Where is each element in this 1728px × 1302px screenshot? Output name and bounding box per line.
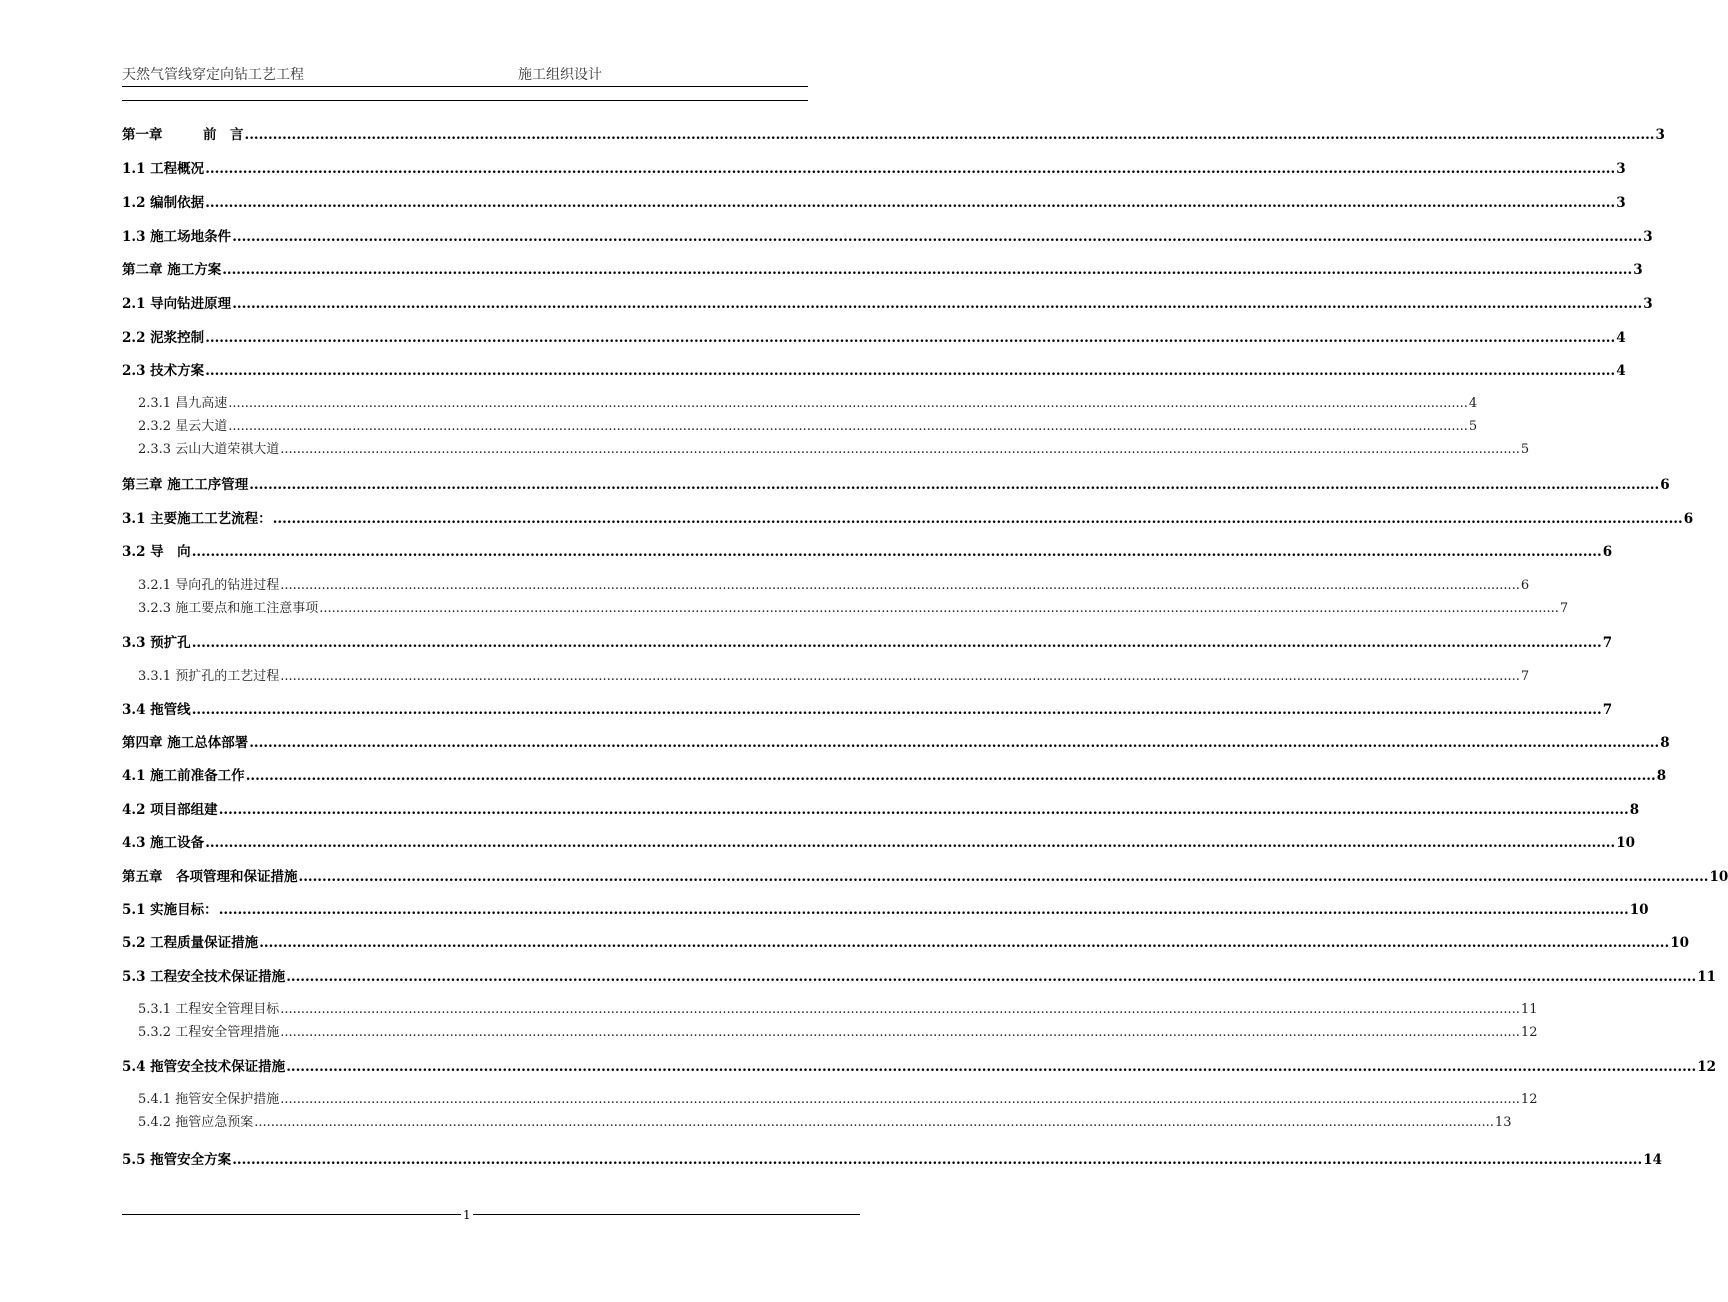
toc-entry-title: 4.1 施工前准备工作 bbox=[122, 768, 245, 784]
toc-entry-title: 3.3.1 预扩孔的工艺过程 bbox=[138, 669, 280, 684]
toc-entry-page: 5 bbox=[1468, 419, 1478, 434]
toc-leader-dots: ............................................................................................................................................................................................................................................................................................................ bbox=[280, 442, 1520, 457]
toc-entry-page: 10 bbox=[1670, 935, 1689, 951]
toc-entry-page: 11 bbox=[1520, 1002, 1538, 1017]
header-divider-bottom bbox=[122, 100, 808, 101]
toc-entry-page: 3 bbox=[1616, 195, 1626, 211]
toc-leader-dots: ............................................................................................................................................................................................................................................................................................................ bbox=[228, 419, 1468, 434]
toc-entry[interactable] bbox=[138, 1001, 1538, 1019]
header-document-title: 天然气管线穿定向钻工艺工程 bbox=[122, 67, 304, 83]
toc-leader-dots: ............................................................................................................................................................................................................................................................................................................ bbox=[259, 935, 1670, 951]
toc-leader-dots: ............................................................................................................................................................................................................................................................................................................ bbox=[218, 902, 1629, 918]
toc-entry-title: 第二章 施工方案 bbox=[122, 262, 222, 278]
toc-entry-title: 2.2 泥浆控制 bbox=[122, 330, 205, 346]
page-number: 1 bbox=[463, 1208, 471, 1222]
toc-entry-title: 2.3.2 星云大道 bbox=[138, 419, 228, 434]
toc-entry-page: 7 bbox=[1520, 669, 1530, 684]
toc-entry-page: 7 bbox=[1602, 702, 1613, 718]
toc-entry-title: 5.4 拖管安全技术保证措施 bbox=[122, 1059, 286, 1075]
toc-entry-title: 2.1 导向钻进原理 bbox=[122, 296, 232, 312]
toc-entry[interactable] bbox=[138, 1091, 1538, 1109]
toc-entry-title: 3.3 预扩孔 bbox=[122, 635, 191, 651]
toc-entry[interactable] bbox=[122, 194, 1626, 212]
toc-entry-page: 3 bbox=[1643, 229, 1653, 245]
toc-entry-title: 1.1 工程概况 bbox=[122, 161, 205, 177]
toc-leader-dots: ............................................................................................................................................................................................................................................................................................................ bbox=[205, 195, 1616, 211]
toc-leader-dots: ............................................................................................................................................................................................................................................................................................................ bbox=[232, 296, 1643, 312]
toc-entry-page: 4 bbox=[1616, 363, 1626, 379]
toc-entry-title: 3.1 主要施工工艺流程： bbox=[122, 511, 272, 527]
toc-entry[interactable] bbox=[122, 228, 1653, 246]
toc-leader-dots: ............................................................................................................................................................................................................................................................................................................ bbox=[249, 735, 1660, 751]
toc-entry[interactable] bbox=[138, 441, 1530, 459]
toc-entry-page: 5 bbox=[1520, 442, 1530, 457]
toc-leader-dots: ............................................................................................................................................................................................................................................................................................................ bbox=[319, 601, 1559, 616]
toc-entry[interactable] bbox=[122, 634, 1613, 652]
toc-entry-page: 4 bbox=[1616, 330, 1626, 346]
toc-entry-page: 13 bbox=[1494, 1115, 1512, 1130]
toc-entry[interactable] bbox=[122, 767, 1667, 785]
toc-entry[interactable] bbox=[138, 668, 1530, 686]
toc-entry-title: 5.5 拖管安全方案 bbox=[122, 1152, 232, 1168]
toc-leader-dots: ............................................................................................................................................................................................................................................................................................................ bbox=[286, 1059, 1697, 1075]
toc-entry-title: 第四章 施工总体部署 bbox=[122, 735, 249, 751]
toc-entry-title: 5.3 工程安全技术保证措施 bbox=[122, 969, 286, 985]
toc-entry[interactable] bbox=[138, 418, 1478, 436]
toc-leader-dots: ............................................................................................................................................................................................................................................................................................................ bbox=[249, 477, 1660, 493]
toc-entry-page: 14 bbox=[1643, 1152, 1662, 1168]
toc-leader-dots: ............................................................................................................................................................................................................................................................................................................ bbox=[254, 1115, 1494, 1130]
toc-entry[interactable] bbox=[138, 395, 1478, 413]
toc-entry[interactable] bbox=[122, 295, 1653, 313]
toc-entry-title: 5.3.1 工程安全管理目标 bbox=[138, 1002, 280, 1017]
toc-entry-page: 6 bbox=[1602, 544, 1613, 560]
toc-entry-page: 3 bbox=[1616, 161, 1626, 177]
toc-leader-dots: ............................................................................................................................................................................................................................................................................................................ bbox=[280, 1025, 1520, 1040]
toc-entry-page: 11 bbox=[1697, 969, 1716, 985]
toc-entry-title: 2.3 技术方案 bbox=[122, 363, 205, 379]
toc-entry[interactable] bbox=[122, 261, 1643, 279]
toc-leader-dots: ............................................................................................................................................................................................................................................................................................................ bbox=[191, 702, 1602, 718]
toc-entry-page: 10 bbox=[1616, 835, 1635, 851]
toc-entry-title: 2.3.1 昌九高速 bbox=[138, 396, 228, 411]
toc-entry[interactable] bbox=[122, 701, 1613, 719]
toc-leader-dots: ............................................................................................................................................................................................................................................................................................................ bbox=[232, 1152, 1643, 1168]
toc-entry[interactable] bbox=[122, 834, 1635, 852]
toc-entry[interactable] bbox=[138, 600, 1569, 618]
toc-leader-dots: ............................................................................................................................................................................................................................................................................................................ bbox=[272, 511, 1683, 527]
header-divider-top bbox=[122, 86, 808, 87]
toc-entry[interactable] bbox=[122, 801, 1640, 819]
toc-entry-page: 6 bbox=[1660, 477, 1670, 493]
toc-entry[interactable] bbox=[122, 734, 1670, 752]
toc-leader-dots: ............................................................................................................................................................................................................................................................................................................ bbox=[205, 835, 1616, 851]
toc-entry-title: 3.2 导 向 bbox=[122, 544, 191, 560]
toc-leader-dots: ............................................................................................................................................................................................................................................................................................................ bbox=[245, 768, 1656, 784]
toc-entry-page: 8 bbox=[1660, 735, 1670, 751]
toc-entry[interactable] bbox=[122, 868, 1728, 886]
toc-entry-title: 1.2 编制依据 bbox=[122, 195, 205, 211]
footer-divider bbox=[122, 1214, 860, 1215]
toc-leader-dots: ............................................................................................................................................................................................................................................................................................................ bbox=[228, 396, 1468, 411]
toc-entry-page: 12 bbox=[1697, 1059, 1716, 1075]
toc-entry[interactable] bbox=[138, 577, 1530, 595]
toc-entry[interactable] bbox=[122, 126, 1665, 144]
toc-entry-title: 4.3 施工设备 bbox=[122, 835, 205, 851]
toc-entry[interactable] bbox=[138, 1114, 1512, 1132]
toc-entry-page: 8 bbox=[1629, 802, 1640, 818]
toc-entry[interactable] bbox=[122, 968, 1716, 986]
toc-leader-dots: ............................................................................................................................................................................................................................................................................................................ bbox=[244, 127, 1655, 143]
toc-leader-dots: ............................................................................................................................................................................................................................................................................................................ bbox=[191, 635, 1602, 651]
toc-entry[interactable] bbox=[122, 543, 1613, 561]
toc-entry-title: 3.4 拖管线 bbox=[122, 702, 191, 718]
toc-entry-title: 2.3.3 云山大道荣祺大道 bbox=[138, 442, 280, 457]
toc-entry-title: 5.4.1 拖管安全保护措施 bbox=[138, 1092, 280, 1107]
toc-entry-page: 12 bbox=[1520, 1092, 1538, 1107]
toc-entry-title: 3.2.3 施工要点和施工注意事项 bbox=[138, 601, 319, 616]
header-section-title: 施工组织设计 bbox=[518, 67, 602, 83]
toc-entry-title: 3.2.1 导向孔的钻进过程 bbox=[138, 578, 280, 593]
toc-leader-dots: ............................................................................................................................................................................................................................................................................................................ bbox=[286, 969, 1697, 985]
toc-leader-dots: ............................................................................................................................................................................................................................................................................................................ bbox=[298, 869, 1709, 885]
toc-entry-title: 第三章 施工工序管理 bbox=[122, 477, 249, 493]
toc-entry-page: 3 bbox=[1633, 262, 1643, 278]
toc-entry[interactable] bbox=[122, 362, 1626, 380]
toc-entry-page: 8 bbox=[1656, 768, 1667, 784]
toc-leader-dots: ............................................................................................................................................................................................................................................................................................................ bbox=[280, 578, 1520, 593]
toc-entry[interactable] bbox=[122, 934, 1689, 952]
toc-leader-dots: ............................................................................................................................................................................................................................................................................................................ bbox=[205, 161, 1616, 177]
toc-leader-dots: ............................................................................................................................................................................................................................................................................................................ bbox=[205, 363, 1616, 379]
toc-entry-title: 5.1 实施目标： bbox=[122, 902, 218, 918]
toc-entry[interactable] bbox=[122, 329, 1626, 347]
toc-entry-page: 6 bbox=[1683, 511, 1694, 527]
toc-entry-page: 3 bbox=[1655, 127, 1665, 143]
toc-entry-title: 5.3.2 工程安全管理措施 bbox=[138, 1025, 280, 1040]
toc-entry[interactable] bbox=[122, 160, 1626, 178]
toc-entry[interactable] bbox=[138, 1024, 1538, 1042]
toc-entry-page: 4 bbox=[1468, 396, 1478, 411]
toc-entry[interactable] bbox=[122, 510, 1694, 528]
toc-entry-page: 10 bbox=[1709, 869, 1728, 885]
toc-leader-dots: ............................................................................................................................................................................................................................................................................................................ bbox=[205, 330, 1616, 346]
toc-entry-title: 5.4.2 拖管应急预案 bbox=[138, 1115, 254, 1130]
toc-entry-page: 6 bbox=[1520, 578, 1530, 593]
toc-entry-page: 7 bbox=[1559, 601, 1569, 616]
toc-entry-title: 4.2 项目部组建 bbox=[122, 802, 218, 818]
toc-entry[interactable] bbox=[122, 1151, 1662, 1169]
toc-entry-page: 12 bbox=[1520, 1025, 1538, 1040]
toc-leader-dots: ............................................................................................................................................................................................................................................................................................................ bbox=[280, 1002, 1520, 1017]
toc-entry-title: 第五章 各项管理和保证措施 bbox=[122, 869, 298, 885]
toc-entry-title: 5.2 工程质量保证措施 bbox=[122, 935, 259, 951]
toc-entry[interactable] bbox=[122, 476, 1670, 494]
toc-leader-dots: ............................................................................................................................................................................................................................................................................................................ bbox=[280, 669, 1520, 684]
toc-entry-page: 3 bbox=[1643, 296, 1653, 312]
toc-entry[interactable] bbox=[122, 901, 1649, 919]
toc-leader-dots: ............................................................................................................................................................................................................................................................................................................ bbox=[280, 1092, 1520, 1107]
toc-leader-dots: ............................................................................................................................................................................................................................................................................................................ bbox=[232, 229, 1643, 245]
toc-leader-dots: ............................................................................................................................................................................................................................................................................................................ bbox=[218, 802, 1629, 818]
toc-entry-title: 1.3 施工场地条件 bbox=[122, 229, 232, 245]
toc-leader-dots: ............................................................................................................................................................................................................................................................................................................ bbox=[222, 262, 1633, 278]
toc-entry[interactable] bbox=[122, 1058, 1716, 1076]
toc-entry-page: 7 bbox=[1602, 635, 1613, 651]
toc-entry-page: 10 bbox=[1629, 902, 1649, 918]
toc-leader-dots: ............................................................................................................................................................................................................................................................................................................ bbox=[191, 544, 1602, 560]
toc-entry-title: 第一章 前 言 bbox=[122, 127, 244, 143]
